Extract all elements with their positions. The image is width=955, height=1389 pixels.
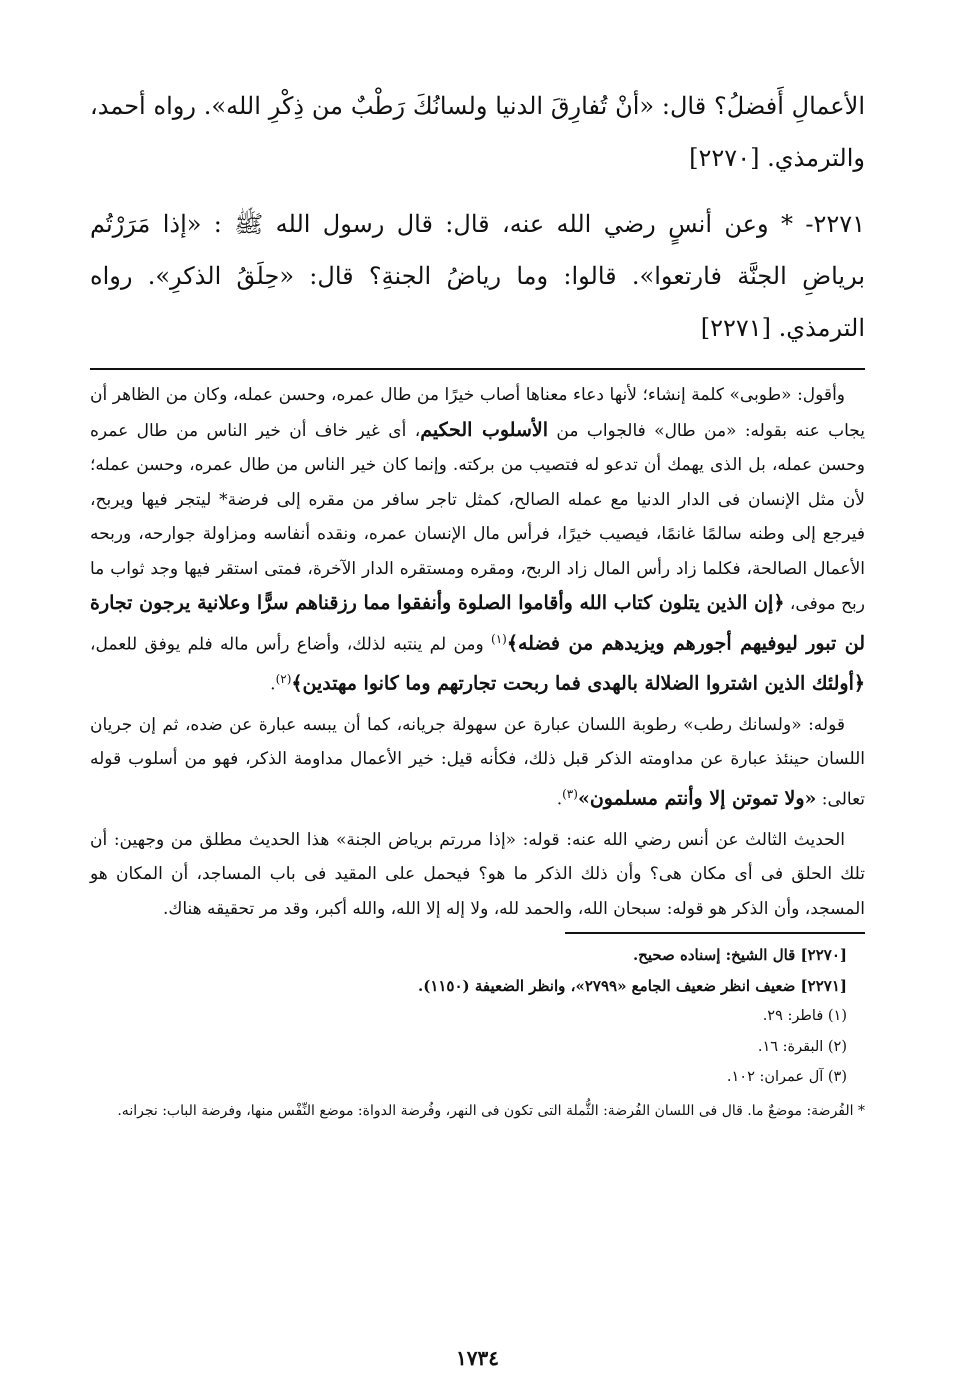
footnote-2270: [٢٢٧٠] قال الشيخ: إسناده صحيح. bbox=[632, 946, 847, 965]
quran-quote: ﴿إن الذين يتلون كتاب الله وأقاموا الصلوة وأنفقوا مما رزقناهم سرًّا وعلانية يرجون تجارة لن تبور ليوفيهم أجورهم ويزيدهم من فضله﴾ bbox=[90, 592, 865, 655]
commentary-text: قوله: «ولسانك رطب» رطوبة اللسان عبارة عن سهولة جريانه، كما أن يبسه عبارة عن ضده، ثم إن جريان اللسان حينئذ عبارة عن مداومته الذكر قبل ذلك، فكأنه قيل: خير الأعمال مداومة الذكر، فهو من أسلوب قوله تعالى: bbox=[90, 714, 865, 810]
footnote-divider bbox=[565, 932, 865, 934]
footnote-ref: (١) bbox=[491, 631, 507, 646]
quran-quote: «ولا تموتن إلا وأنتم مسلمون» bbox=[577, 787, 817, 810]
footnote-2271: [٢٢٧١] ضعيف انظر ضعيف الجامع «٢٧٩٩»، وانظر الضعيفة (١١٥٠). bbox=[417, 976, 847, 995]
footnote-ref: (٢) bbox=[275, 671, 292, 686]
commentary-paragraph-3: الحديث الثالث عن أنس رضي الله عنه: قوله: «إذا مررتم برياض الجنة» هذا الحديث مطلق من وجهين: أن تلك الحلق فى أى مكان هى؟ وأن ذلك الذكر ما هو؟ فيحمل على المقيد فى باب المساجد، أن المكان هو المسجد، وأن الذكر هو قوله: سبحان الله، والحمد لله، ولا إله إلا الله، والله أكبر، وقد مر تحقيقه هناك. bbox=[90, 829, 865, 919]
quran-quote: ﴿أولئك الذين اشتروا الضلالة بالهدى فما ربحت تجارتهم وما كانوا مهتدين﴾ bbox=[291, 672, 865, 695]
footnote-2: (٢) البقرة: ١٦. bbox=[757, 1038, 847, 1055]
commentary-text: . bbox=[556, 789, 563, 810]
section-divider bbox=[90, 368, 865, 370]
commentary-paragraph-2 bbox=[90, 708, 865, 817]
hadith-2270-text: الأعمالِ أَفضلُ؟ قال: «أنْ تُفارِقَ الدنيا ولسانُكَ رَطْبٌ من ذِكْرِ الله». رواه أحمد، والترمذي. [٢٢٧٠] bbox=[90, 92, 865, 172]
hadith-2271-text: ٢٢٧١- * وعن أنسٍ رضي الله عنه، قال: قال رسول الله ﷺ : «إذا مَرَرْتُم برياضِ الجنَّة فارتعوا». قالوا: وما رياضُ الجنةِ؟ قال: «حِلَقُ الذكرِ». رواه الترمذي. [٢٢٧١] bbox=[90, 210, 865, 342]
commentary-text: . bbox=[270, 674, 276, 695]
page-body bbox=[90, 80, 865, 1125]
commentary-text: ومن لم ينتبه لذلك، وأضاع رأس ماله فلم يوفق للعمل، bbox=[90, 634, 491, 655]
commentary-text: وأقول: «طوبى» كلمة إنشاء؛ لأنها دعاء معناها أصاب خيرًا من طال عمره، وحسن عمله، وكان من الظاهر أن يجاب عنه بقوله: «من طال» فالجواب من bbox=[90, 385, 865, 441]
bold-term: الأسلوب الحكيم bbox=[420, 418, 549, 441]
commentary-section bbox=[90, 378, 865, 926]
commentary-text: ، أى غير خاف أن خير الناس من طال عمره وحسن عمله، بل الذى يهمك أن تدعو له فتصيب من بركته. وإنما كان خير الناس من طال عمره، وحسن عمله؛ لأن مثل الإنسان فى الدار الدنيا مع عمله الصالح، كمثل تاجر سافر من مقره إلى فرضة* ليتجر فيها ويربح، فيرجع إلى وطنه سالمًا غانمًا، فيصيب خيرًا، فرأس مال الإنسان عمره، ونقده أنفاسه ومزاولة جوارحه، وربحه الأعمال الصالحة، فكلما زاد رأس المال زاد الربح، ومقره ومستقره الدار الآخرة، فمتى استقر فيها وجد ثواب ما ربح موفى، bbox=[90, 420, 865, 614]
footnote-ref: (٣) bbox=[562, 786, 578, 801]
footnote-3: (٣) آل عمران: ١٠٢. bbox=[726, 1069, 847, 1086]
footnote-1: (١) فاطر: ٢٩. bbox=[762, 1008, 847, 1025]
hadith-section bbox=[90, 80, 865, 354]
footnotes-section bbox=[90, 940, 865, 1125]
commentary-paragraph-1 bbox=[90, 378, 865, 702]
glossary-note: * الفُرضة: موضعٌ ما. قال فى اللسان الفُرضة: الثُّملة التى تكون فى النهر، وفُرضة الدواة: موضع النِّفْس منها، وفرضة الباب: نجرانه. bbox=[117, 1102, 865, 1119]
page-number: ١٧٣٤ bbox=[456, 1346, 499, 1370]
